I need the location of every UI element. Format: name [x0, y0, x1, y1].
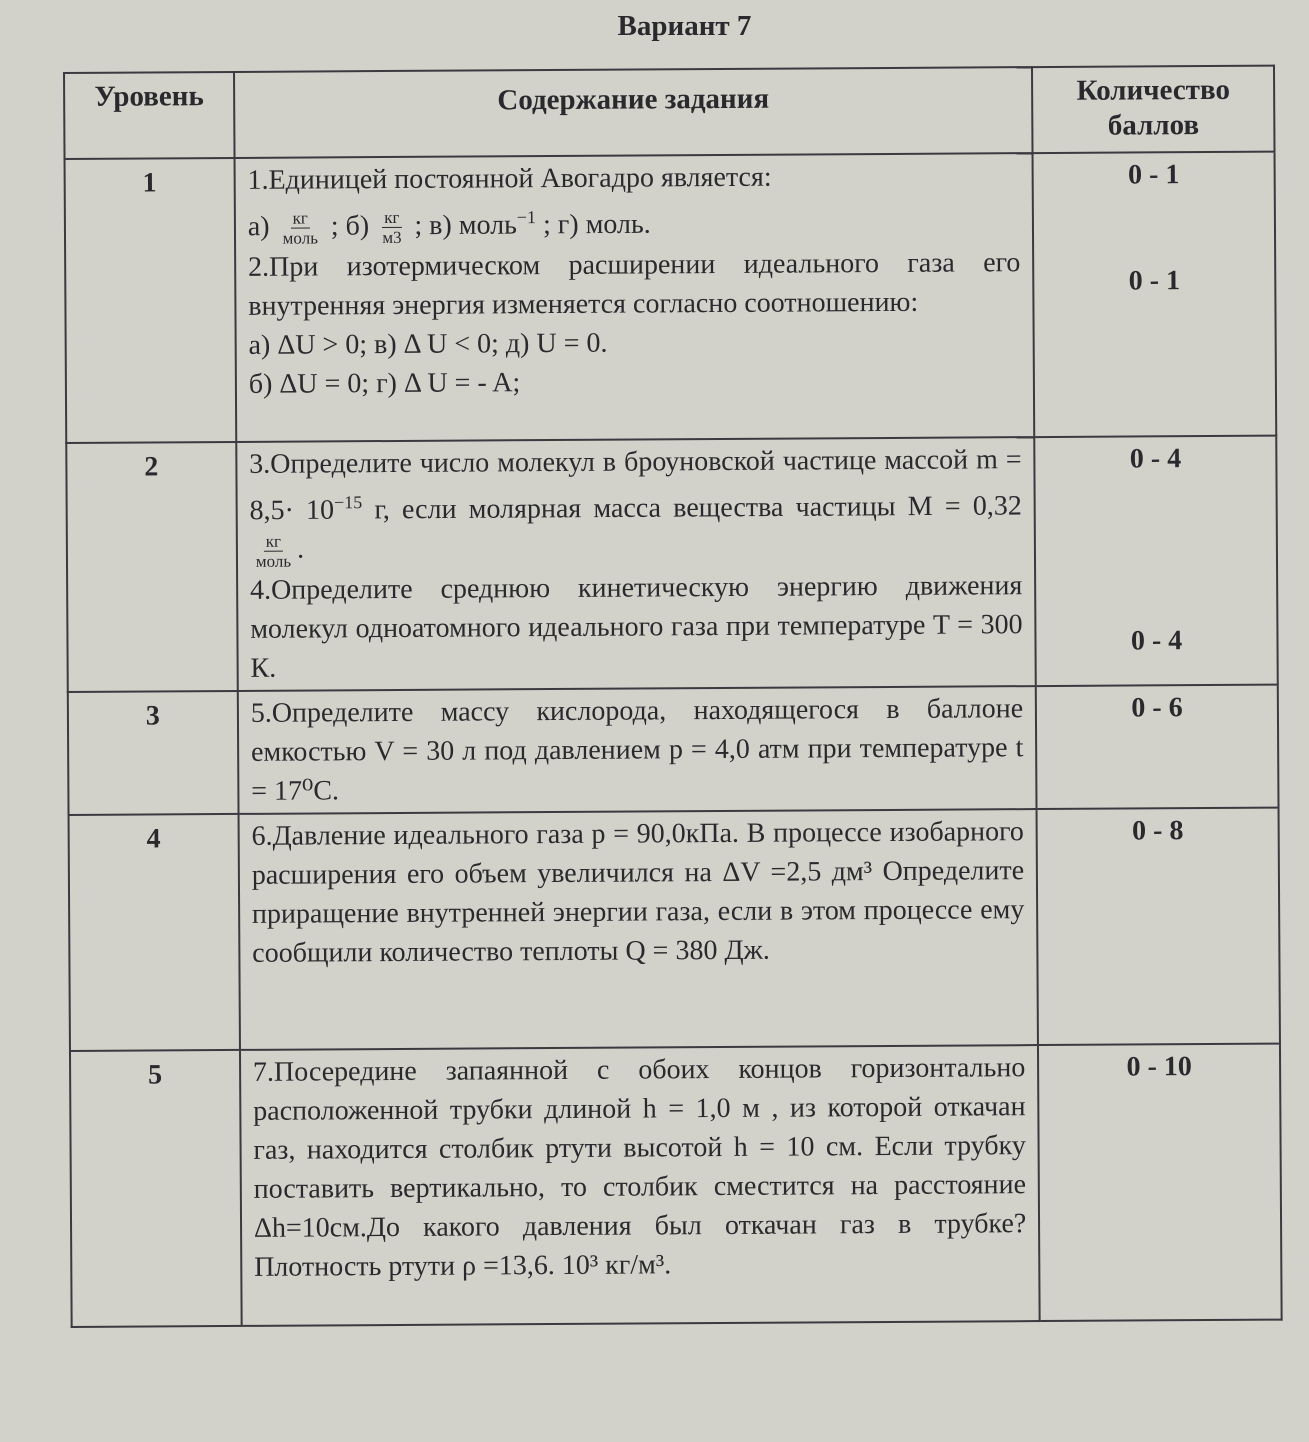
level-cell: 2 [66, 442, 237, 692]
question-2-options-line2: б) ΔU = 0; г) Δ U = - A; [248, 367, 521, 401]
question-1: 1.Единицей постоянной Авогадро является: [247, 161, 772, 196]
points-cell [1033, 152, 1277, 437]
table-row [65, 152, 1277, 443]
level-cell: 5 [70, 1050, 242, 1327]
points-value: 0 - 10 [1126, 1051, 1192, 1083]
content-cell [234, 153, 1034, 442]
level-cell: 1 [65, 158, 237, 443]
question-3: 3.Определите число молекул в броуновской частице массой $m = 8,5\cdot 10^{-15}$ г, если молярная масса вещества частицы M = 0,32 $\frac{кг}{\text{моль}}$ . [249, 444, 1022, 572]
points-value: 0 - 4 [1130, 625, 1183, 657]
fraction: $\frac{кг}{м3}$ [382, 208, 402, 248]
points-value: 0 - 1 [1127, 159, 1180, 191]
question-2: 2.При изотермическом расширении идеального газа его внутренняя энергия изменяется согласно соотношению: [247, 247, 1021, 323]
table-row [66, 436, 1278, 693]
question-4: 4.Определите среднюю кинетическую энергию движения молекул одноатомного идеального газа при температуре T = 300 К. [249, 570, 1023, 685]
question-6: 6.Давление идеального газа p = 90,0кПа. В процессе изобарного расширения его объем увеличился на ΔV =2,5 дм³ Определите приращение внутренней энергии газа, если в этом процессе ему сообщили количество теплоты Q = 380 Дж. [251, 816, 1025, 970]
question-1-options: а) $\frac{кг}{\text{моль}}$ ; б) $\frac{кг}{м3}$ ; в) моль$^{-1}$ ; г) моль. [247, 207, 651, 249]
table-row [70, 1044, 1282, 1327]
points-cell [1037, 808, 1280, 1045]
fraction: $\frac{кг}{\text{моль}}$ [282, 208, 318, 249]
points-value: 0 - 1 [1128, 265, 1181, 297]
table-row [69, 808, 1280, 1051]
content-cell [236, 437, 1036, 691]
level-cell: 3 [68, 691, 239, 815]
question-5: 5.Определите массу кислорода, находящегося в баллоне емкостью V = 30 л под давлением p = 4,0 атм при температуре t = 17⁰С. [250, 693, 1024, 808]
question-7: 7.Посередине запаянной с обоих концов горизонтально расположенной трубки длиной h = 1,0 м , из которой откачан газ, находится столбик ртути высотой h = 10 см. Если трубку поставить вертикально, то столбик сместится на расстояние Δh=10см.До какого давления был откачан газ в трубке? Плотность ртути ρ =13,6. 10³ кг/м³. [252, 1052, 1027, 1284]
content-cell [240, 1045, 1040, 1326]
fraction: $\frac{кг}{\text{моль}}$ [255, 532, 292, 572]
points-value: 0 - 4 [1129, 443, 1182, 475]
page-title: Вариант 7 [617, 10, 752, 42]
header-content: Содержание задания [234, 67, 1033, 158]
level-cell: 4 [69, 814, 240, 1051]
content-cell [238, 809, 1038, 1050]
content-cell [238, 686, 1037, 814]
table-row [68, 685, 1279, 815]
question-2-options-line1: а) ΔU > 0; в) Δ U < 0; д) U = 0. [248, 328, 608, 362]
points-cell [1038, 1044, 1281, 1321]
header-points: Количество баллов [1032, 66, 1274, 153]
points-value: 0 - 8 [1132, 815, 1184, 847]
points-cell [1034, 436, 1277, 687]
header-level: Уровень [64, 72, 234, 159]
points-cell [1036, 685, 1279, 809]
header-row [64, 66, 1275, 159]
points-value: 0 - 6 [1131, 692, 1183, 724]
tasks-table [63, 65, 1283, 1329]
